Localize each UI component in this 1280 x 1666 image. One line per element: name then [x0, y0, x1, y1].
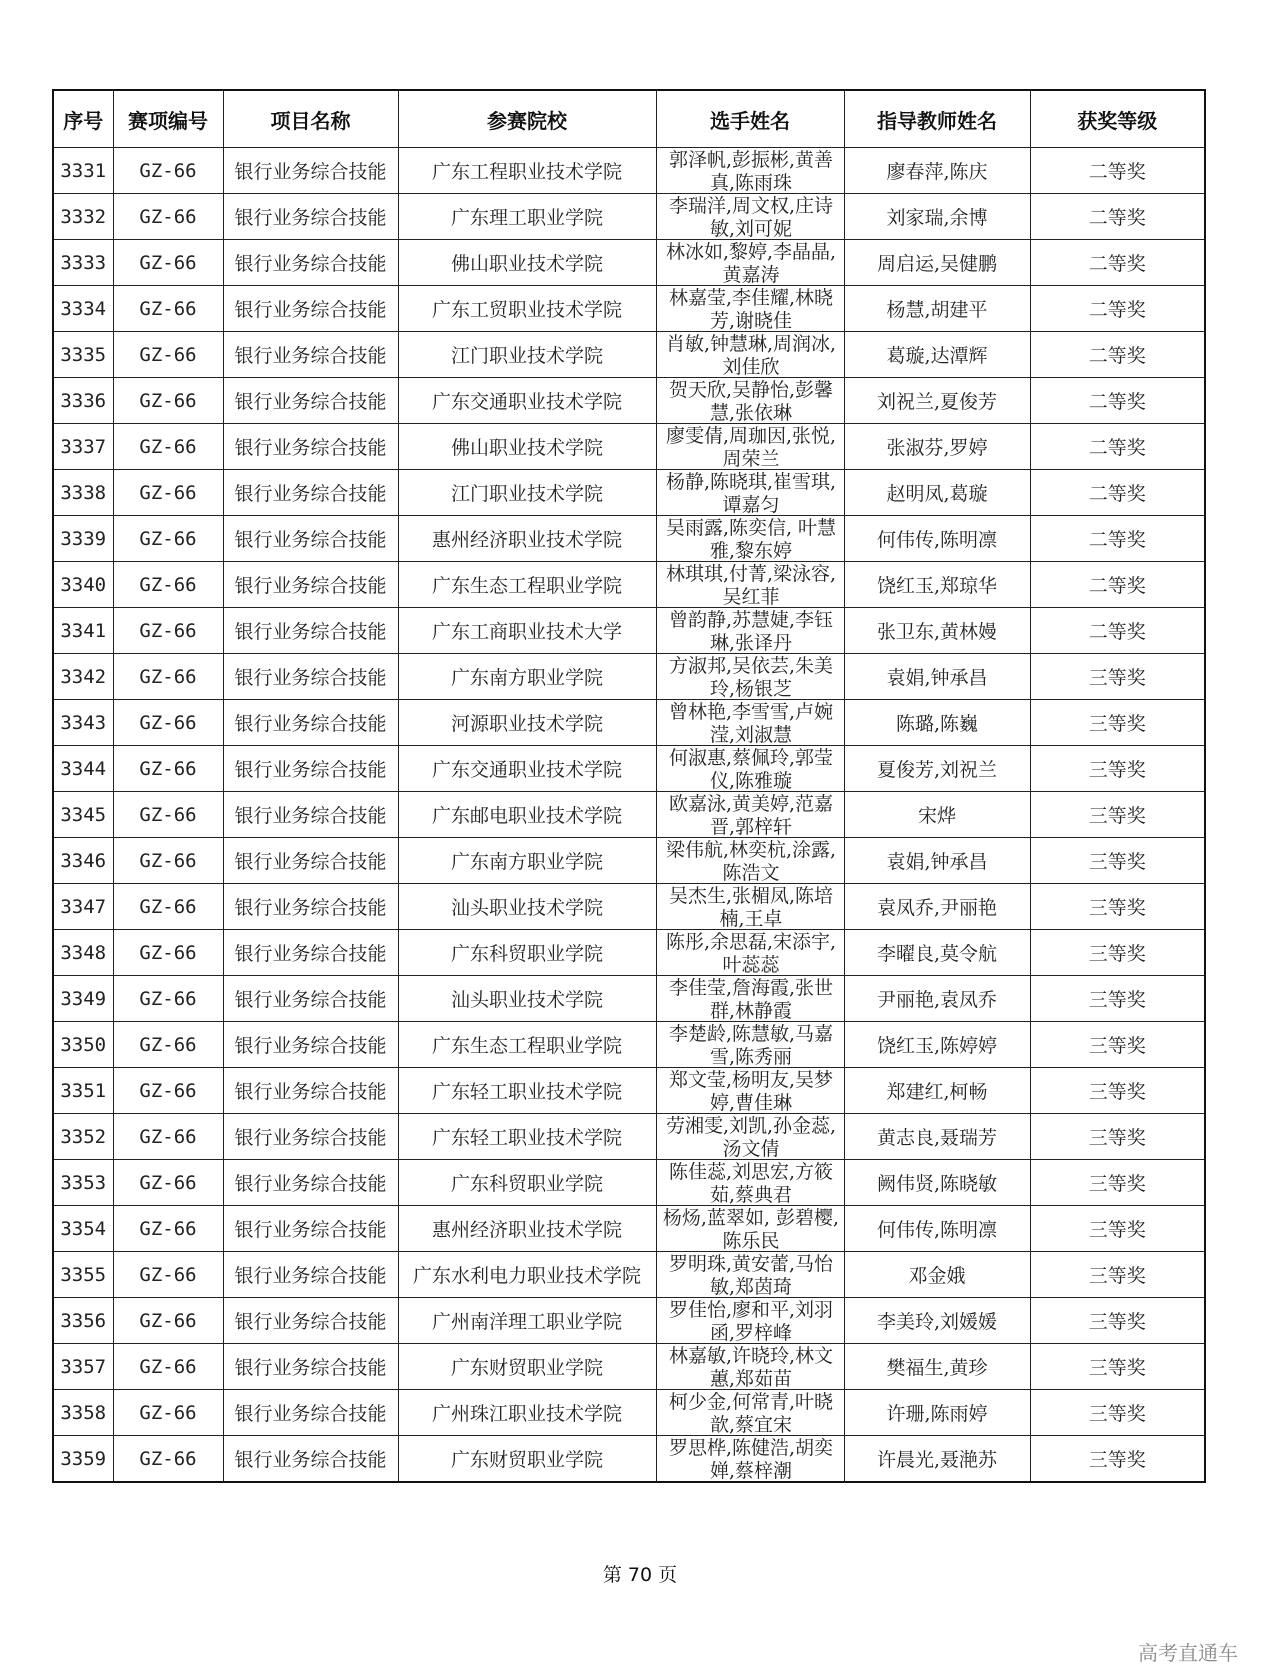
- table-row: [53, 562, 1205, 608]
- cell-teachers: 陈璐,陈巍: [844, 700, 1030, 746]
- cell-code: GZ-66: [113, 884, 223, 930]
- cell-code: GZ-66: [113, 1022, 223, 1068]
- table-row: [53, 930, 1205, 976]
- cell-code: GZ-66: [113, 1344, 223, 1390]
- students-text: 肖敏,钟慧琳,周润冰,刘佳欣: [665, 333, 837, 376]
- students-text: 贺天欣,吴静怡,彭馨慧,张依琳: [668, 379, 834, 422]
- cell-project: 银行业务综合技能: [223, 562, 398, 608]
- students-text: 林琪琪,付菁,梁泳容,吴红菲: [665, 563, 837, 606]
- students-text: 林嘉敏,许晓玲,林文蕙,郑茹苗: [668, 1345, 834, 1388]
- cell-code: GZ-66: [113, 838, 223, 884]
- students-text: 欧嘉泳,黄美婷,范嘉晋,郭梓轩: [668, 793, 834, 836]
- table-row: [53, 1114, 1205, 1160]
- students-text: 林嘉莹,李佳耀,林晓芳,谢晓佳: [668, 287, 834, 330]
- cell-code: GZ-66: [113, 516, 223, 562]
- cell-project: 银行业务综合技能: [223, 700, 398, 746]
- table-row: [53, 1252, 1205, 1298]
- cell-school: 广东科贸职业学院: [398, 1160, 656, 1206]
- cell-students: [656, 470, 844, 516]
- cell-students: [656, 608, 844, 654]
- table-row: [53, 838, 1205, 884]
- students-text: 郭泽帆,彭振彬,黄善真,陈雨珠: [668, 149, 834, 192]
- cell-project: 银行业务综合技能: [223, 332, 398, 378]
- cell-students: [656, 1206, 844, 1252]
- cell-no: 3339: [53, 516, 113, 562]
- cell-code: GZ-66: [113, 470, 223, 516]
- cell-award: 三等奖: [1030, 700, 1205, 746]
- cell-award: 二等奖: [1030, 470, 1205, 516]
- cell-school: 广东南方职业学院: [398, 654, 656, 700]
- students-text: 罗明珠,黄安蕾,马怡敏,郑茵琦: [668, 1253, 834, 1296]
- cell-school: 广东轻工职业技术学院: [398, 1068, 656, 1114]
- cell-code: GZ-66: [113, 1298, 223, 1344]
- award-table: [52, 89, 1206, 1483]
- cell-award: 三等奖: [1030, 1344, 1205, 1390]
- table-row: [53, 286, 1205, 332]
- cell-no: 3352: [53, 1114, 113, 1160]
- cell-award: 三等奖: [1030, 1022, 1205, 1068]
- students-text: 罗佳怡,廖和平,刘羽函,罗梓峰: [668, 1299, 834, 1342]
- cell-project: 银行业务综合技能: [223, 838, 398, 884]
- cell-teachers: 阙伟贤,陈晓敏: [844, 1160, 1030, 1206]
- table-row: [53, 470, 1205, 516]
- cell-project: 银行业务综合技能: [223, 1022, 398, 1068]
- cell-code: GZ-66: [113, 286, 223, 332]
- cell-code: GZ-66: [113, 240, 223, 286]
- cell-teachers: 饶红玉,陈婷婷: [844, 1022, 1030, 1068]
- cell-award: 二等奖: [1030, 240, 1205, 286]
- table-row: [53, 1436, 1205, 1483]
- students-text: 郑文莹,杨明友,吴梦婷,曹佳琳: [668, 1069, 834, 1112]
- cell-project: 银行业务综合技能: [223, 148, 398, 194]
- cell-no: 3353: [53, 1160, 113, 1206]
- cell-no: 3335: [53, 332, 113, 378]
- table-row: [53, 700, 1205, 746]
- header-award: 获奖等级: [1030, 90, 1205, 148]
- cell-code: GZ-66: [113, 792, 223, 838]
- cell-teachers: 黄志良,聂瑞芳: [844, 1114, 1030, 1160]
- cell-no: 3359: [53, 1436, 113, 1483]
- cell-no: 3350: [53, 1022, 113, 1068]
- cell-project: 银行业务综合技能: [223, 1436, 398, 1483]
- cell-school: 江门职业技术学院: [398, 332, 656, 378]
- cell-project: 银行业务综合技能: [223, 746, 398, 792]
- cell-no: 3358: [53, 1390, 113, 1436]
- cell-project: 银行业务综合技能: [223, 930, 398, 976]
- cell-students: [656, 654, 844, 700]
- table-row: [53, 1068, 1205, 1114]
- cell-school: 江门职业技术学院: [398, 470, 656, 516]
- cell-students: [656, 286, 844, 332]
- cell-project: 银行业务综合技能: [223, 884, 398, 930]
- table-row: [53, 148, 1205, 194]
- header-no: 序号: [53, 90, 113, 148]
- cell-school: 汕头职业技术学院: [398, 976, 656, 1022]
- header-students: 选手姓名: [656, 90, 844, 148]
- cell-students: [656, 746, 844, 792]
- cell-school: 广东工程职业技术学院: [398, 148, 656, 194]
- cell-teachers: 樊福生,黄珍: [844, 1344, 1030, 1390]
- students-text: 罗思桦,陈健浩,胡奕婵,蔡梓潮: [668, 1437, 834, 1480]
- cell-no: 3341: [53, 608, 113, 654]
- cell-students: [656, 838, 844, 884]
- cell-students: [656, 332, 844, 378]
- table-row: [53, 654, 1205, 700]
- cell-code: GZ-66: [113, 1390, 223, 1436]
- table-row: [53, 1298, 1205, 1344]
- cell-no: 3332: [53, 194, 113, 240]
- table-row: [53, 746, 1205, 792]
- cell-code: GZ-66: [113, 1252, 223, 1298]
- cell-no: 3342: [53, 654, 113, 700]
- table-row: [53, 884, 1205, 930]
- students-text: 梁伟航,林奕杭,涂露,陈浩文: [665, 839, 837, 882]
- cell-students: [656, 1436, 844, 1483]
- cell-teachers: 袁凤乔,尹丽艳: [844, 884, 1030, 930]
- cell-no: 3343: [53, 700, 113, 746]
- table-row: [53, 976, 1205, 1022]
- cell-teachers: 许晨光,聂滟苏: [844, 1436, 1030, 1483]
- table-row: [53, 1022, 1205, 1068]
- cell-award: 三等奖: [1030, 838, 1205, 884]
- cell-code: GZ-66: [113, 148, 223, 194]
- cell-project: 银行业务综合技能: [223, 1344, 398, 1390]
- cell-school: 佛山职业技术学院: [398, 240, 656, 286]
- cell-award: 三等奖: [1030, 1298, 1205, 1344]
- table-body: [53, 148, 1205, 1483]
- cell-students: [656, 700, 844, 746]
- cell-award: 三等奖: [1030, 884, 1205, 930]
- students-text: 吴杰生,张楣凤,陈培楠,王卓: [668, 885, 834, 928]
- cell-no: 3336: [53, 378, 113, 424]
- cell-project: 银行业务综合技能: [223, 1068, 398, 1114]
- students-text: 何淑惠,蔡佩玲,郭莹仪,陈雅璇: [668, 747, 834, 790]
- students-text: 陈彤,余思磊,宋添宇,叶蕊蕊: [665, 931, 837, 974]
- cell-students: [656, 1022, 844, 1068]
- cell-teachers: 廖春萍,陈庆: [844, 148, 1030, 194]
- cell-code: GZ-66: [113, 976, 223, 1022]
- watermark-text: 高考直通车: [1138, 1641, 1238, 1665]
- cell-school: 广东生态工程职业学院: [398, 562, 656, 608]
- table-row: [53, 194, 1205, 240]
- cell-no: 3354: [53, 1206, 113, 1252]
- cell-students: [656, 240, 844, 286]
- cell-students: [656, 884, 844, 930]
- cell-teachers: 邓金娥: [844, 1252, 1030, 1298]
- cell-code: GZ-66: [113, 930, 223, 976]
- cell-code: GZ-66: [113, 424, 223, 470]
- cell-teachers: 赵明凤,葛璇: [844, 470, 1030, 516]
- cell-project: 银行业务综合技能: [223, 1298, 398, 1344]
- cell-no: 3334: [53, 286, 113, 332]
- cell-award: 二等奖: [1030, 608, 1205, 654]
- cell-award: 三等奖: [1030, 976, 1205, 1022]
- table-row: [53, 424, 1205, 470]
- cell-school: 广东南方职业学院: [398, 838, 656, 884]
- students-text: 吴雨露,陈奕信, 叶慧雅,黎东婷: [665, 517, 837, 560]
- students-text: 劳湘雯,刘凯,孙金蕊,汤文倩: [665, 1115, 837, 1158]
- cell-project: 银行业务综合技能: [223, 1252, 398, 1298]
- cell-code: GZ-66: [113, 1114, 223, 1160]
- cell-code: GZ-66: [113, 1436, 223, 1483]
- cell-award: 二等奖: [1030, 424, 1205, 470]
- cell-teachers: 袁娟,钟承昌: [844, 654, 1030, 700]
- cell-students: [656, 1068, 844, 1114]
- cell-project: 银行业务综合技能: [223, 1206, 398, 1252]
- cell-project: 银行业务综合技能: [223, 654, 398, 700]
- cell-code: GZ-66: [113, 562, 223, 608]
- cell-school: 广东理工职业学院: [398, 194, 656, 240]
- cell-school: 广州珠江职业技术学院: [398, 1390, 656, 1436]
- cell-school: 广东交通职业技术学院: [398, 378, 656, 424]
- cell-code: GZ-66: [113, 1160, 223, 1206]
- students-text: 林冰如,黎婷,李晶晶,黄嘉涛: [665, 241, 837, 284]
- students-text: 廖雯倩,周珈因,张悦,周荣兰: [665, 425, 837, 468]
- cell-teachers: 张卫东,黄林嫚: [844, 608, 1030, 654]
- cell-project: 银行业务综合技能: [223, 1390, 398, 1436]
- cell-no: 3357: [53, 1344, 113, 1390]
- cell-award: 二等奖: [1030, 562, 1205, 608]
- cell-school: 惠州经济职业技术学院: [398, 1206, 656, 1252]
- students-text: 李佳莹,詹海霞,张世群,林静霞: [668, 977, 834, 1020]
- cell-school: 广东生态工程职业学院: [398, 1022, 656, 1068]
- cell-no: 3351: [53, 1068, 113, 1114]
- cell-project: 银行业务综合技能: [223, 1160, 398, 1206]
- cell-students: [656, 1252, 844, 1298]
- cell-no: 3347: [53, 884, 113, 930]
- cell-school: 广东邮电职业技术学院: [398, 792, 656, 838]
- cell-school: 广东水利电力职业技术学院: [398, 1252, 656, 1298]
- cell-teachers: 夏俊芳,刘祝兰: [844, 746, 1030, 792]
- cell-students: [656, 516, 844, 562]
- students-text: 曾林艳,李雪雪,卢婉滢,刘淑慧: [668, 701, 834, 744]
- cell-students: [656, 424, 844, 470]
- cell-code: GZ-66: [113, 1206, 223, 1252]
- cell-students: [656, 562, 844, 608]
- cell-school: 广东交通职业技术学院: [398, 746, 656, 792]
- table-row: [53, 378, 1205, 424]
- cell-school: 广东财贸职业学院: [398, 1344, 656, 1390]
- cell-project: 银行业务综合技能: [223, 424, 398, 470]
- table-row: [53, 1160, 1205, 1206]
- cell-school: 惠州经济职业技术学院: [398, 516, 656, 562]
- table-row: [53, 516, 1205, 562]
- cell-students: [656, 1390, 844, 1436]
- cell-no: 3355: [53, 1252, 113, 1298]
- cell-award: 二等奖: [1030, 194, 1205, 240]
- cell-award: 三等奖: [1030, 654, 1205, 700]
- cell-students: [656, 148, 844, 194]
- cell-teachers: 郑建红,柯畅: [844, 1068, 1030, 1114]
- cell-school: 广东科贸职业学院: [398, 930, 656, 976]
- cell-award: 二等奖: [1030, 332, 1205, 378]
- cell-school: 广东轻工职业技术学院: [398, 1114, 656, 1160]
- cell-students: [656, 1114, 844, 1160]
- cell-no: 3337: [53, 424, 113, 470]
- cell-award: 三等奖: [1030, 1160, 1205, 1206]
- students-text: 陈佳蕊,刘思宏,方筱茹,蔡典君: [668, 1161, 834, 1204]
- cell-no: 3340: [53, 562, 113, 608]
- cell-school: 广州南洋理工职业学院: [398, 1298, 656, 1344]
- cell-students: [656, 1344, 844, 1390]
- cell-award: 三等奖: [1030, 1436, 1205, 1483]
- students-text: 杨静,陈晓琪,崔雪琪,谭嘉匀: [665, 471, 837, 514]
- table-row: [53, 240, 1205, 286]
- cell-teachers: 宋烨: [844, 792, 1030, 838]
- cell-award: 二等奖: [1030, 378, 1205, 424]
- table-row: [53, 332, 1205, 378]
- cell-no: 3338: [53, 470, 113, 516]
- cell-award: 三等奖: [1030, 1206, 1205, 1252]
- cell-project: 银行业务综合技能: [223, 516, 398, 562]
- cell-school: 广东工商职业技术大学: [398, 608, 656, 654]
- cell-code: GZ-66: [113, 700, 223, 746]
- cell-code: GZ-66: [113, 332, 223, 378]
- cell-award: 三等奖: [1030, 792, 1205, 838]
- cell-award: 三等奖: [1030, 746, 1205, 792]
- cell-award: 二等奖: [1030, 286, 1205, 332]
- cell-no: 3346: [53, 838, 113, 884]
- students-text: 杨炀,蓝翠如, 彭碧樱,陈乐民: [662, 1207, 840, 1250]
- cell-no: 3345: [53, 792, 113, 838]
- cell-teachers: 杨慧,胡建平: [844, 286, 1030, 332]
- students-text: 方淑邦,吴依芸,朱美玲,杨银芝: [668, 655, 834, 698]
- cell-project: 银行业务综合技能: [223, 286, 398, 332]
- cell-project: 银行业务综合技能: [223, 608, 398, 654]
- students-text: 李瑞洋,周文权,庄诗敏,刘可妮: [668, 195, 834, 238]
- cell-no: 3356: [53, 1298, 113, 1344]
- cell-no: 3344: [53, 746, 113, 792]
- cell-students: [656, 378, 844, 424]
- cell-award: 二等奖: [1030, 516, 1205, 562]
- cell-project: 银行业务综合技能: [223, 976, 398, 1022]
- cell-students: [656, 1160, 844, 1206]
- cell-award: 二等奖: [1030, 148, 1205, 194]
- cell-code: GZ-66: [113, 746, 223, 792]
- cell-no: 3348: [53, 930, 113, 976]
- cell-code: GZ-66: [113, 608, 223, 654]
- cell-code: GZ-66: [113, 1068, 223, 1114]
- cell-project: 银行业务综合技能: [223, 470, 398, 516]
- table-row: [53, 608, 1205, 654]
- cell-teachers: 张淑芬,罗婷: [844, 424, 1030, 470]
- table-row: [53, 1390, 1205, 1436]
- cell-no: 3333: [53, 240, 113, 286]
- cell-award: 三等奖: [1030, 1390, 1205, 1436]
- students-text: 曾韵静,苏慧婕,李钰琳,张译丹: [668, 609, 834, 652]
- cell-teachers: 饶红玉,郑琼华: [844, 562, 1030, 608]
- cell-teachers: 李曜良,莫令航: [844, 930, 1030, 976]
- cell-school: 汕头职业技术学院: [398, 884, 656, 930]
- cell-code: GZ-66: [113, 194, 223, 240]
- cell-project: 银行业务综合技能: [223, 194, 398, 240]
- cell-teachers: 许珊,陈雨婷: [844, 1390, 1030, 1436]
- students-text: 李楚龄,陈慧敏,马嘉雪,陈秀丽: [668, 1023, 834, 1066]
- header-code: 赛项编号: [113, 90, 223, 148]
- cell-students: [656, 930, 844, 976]
- cell-project: 银行业务综合技能: [223, 792, 398, 838]
- students-text: 柯少金,何常青,叶晓歆,蔡宜宋: [668, 1391, 834, 1434]
- cell-students: [656, 1298, 844, 1344]
- cell-code: GZ-66: [113, 654, 223, 700]
- cell-school: 广东工贸职业技术学院: [398, 286, 656, 332]
- header-teachers: 指导教师姓名: [844, 90, 1030, 148]
- table-header-row: [53, 90, 1205, 148]
- cell-project: 银行业务综合技能: [223, 378, 398, 424]
- cell-school: 广东财贸职业学院: [398, 1436, 656, 1483]
- cell-teachers: 袁娟,钟承昌: [844, 838, 1030, 884]
- cell-teachers: 周启运,吴健鹏: [844, 240, 1030, 286]
- cell-award: 三等奖: [1030, 930, 1205, 976]
- header-school: 参赛院校: [398, 90, 656, 148]
- cell-teachers: 刘家瑞,余博: [844, 194, 1030, 240]
- cell-students: [656, 976, 844, 1022]
- cell-students: [656, 792, 844, 838]
- cell-teachers: 葛璇,达潭辉: [844, 332, 1030, 378]
- cell-project: 银行业务综合技能: [223, 240, 398, 286]
- cell-award: 三等奖: [1030, 1068, 1205, 1114]
- cell-no: 3349: [53, 976, 113, 1022]
- header-project: 项目名称: [223, 90, 398, 148]
- cell-teachers: 李美玲,刘媛媛: [844, 1298, 1030, 1344]
- table-row: [53, 1206, 1205, 1252]
- cell-teachers: 何伟传,陈明凛: [844, 1206, 1030, 1252]
- cell-students: [656, 194, 844, 240]
- cell-teachers: 刘祝兰,夏俊芳: [844, 378, 1030, 424]
- cell-award: 三等奖: [1030, 1114, 1205, 1160]
- page-number: 第 70 页: [602, 1564, 678, 1586]
- cell-school: 佛山职业技术学院: [398, 424, 656, 470]
- cell-no: 3331: [53, 148, 113, 194]
- cell-teachers: 何伟传,陈明凛: [844, 516, 1030, 562]
- cell-project: 银行业务综合技能: [223, 1114, 398, 1160]
- cell-code: GZ-66: [113, 378, 223, 424]
- cell-award: 三等奖: [1030, 1252, 1205, 1298]
- cell-teachers: 尹丽艳,袁凤乔: [844, 976, 1030, 1022]
- cell-school: 河源职业技术学院: [398, 700, 656, 746]
- table-row: [53, 1344, 1205, 1390]
- table-row: [53, 792, 1205, 838]
